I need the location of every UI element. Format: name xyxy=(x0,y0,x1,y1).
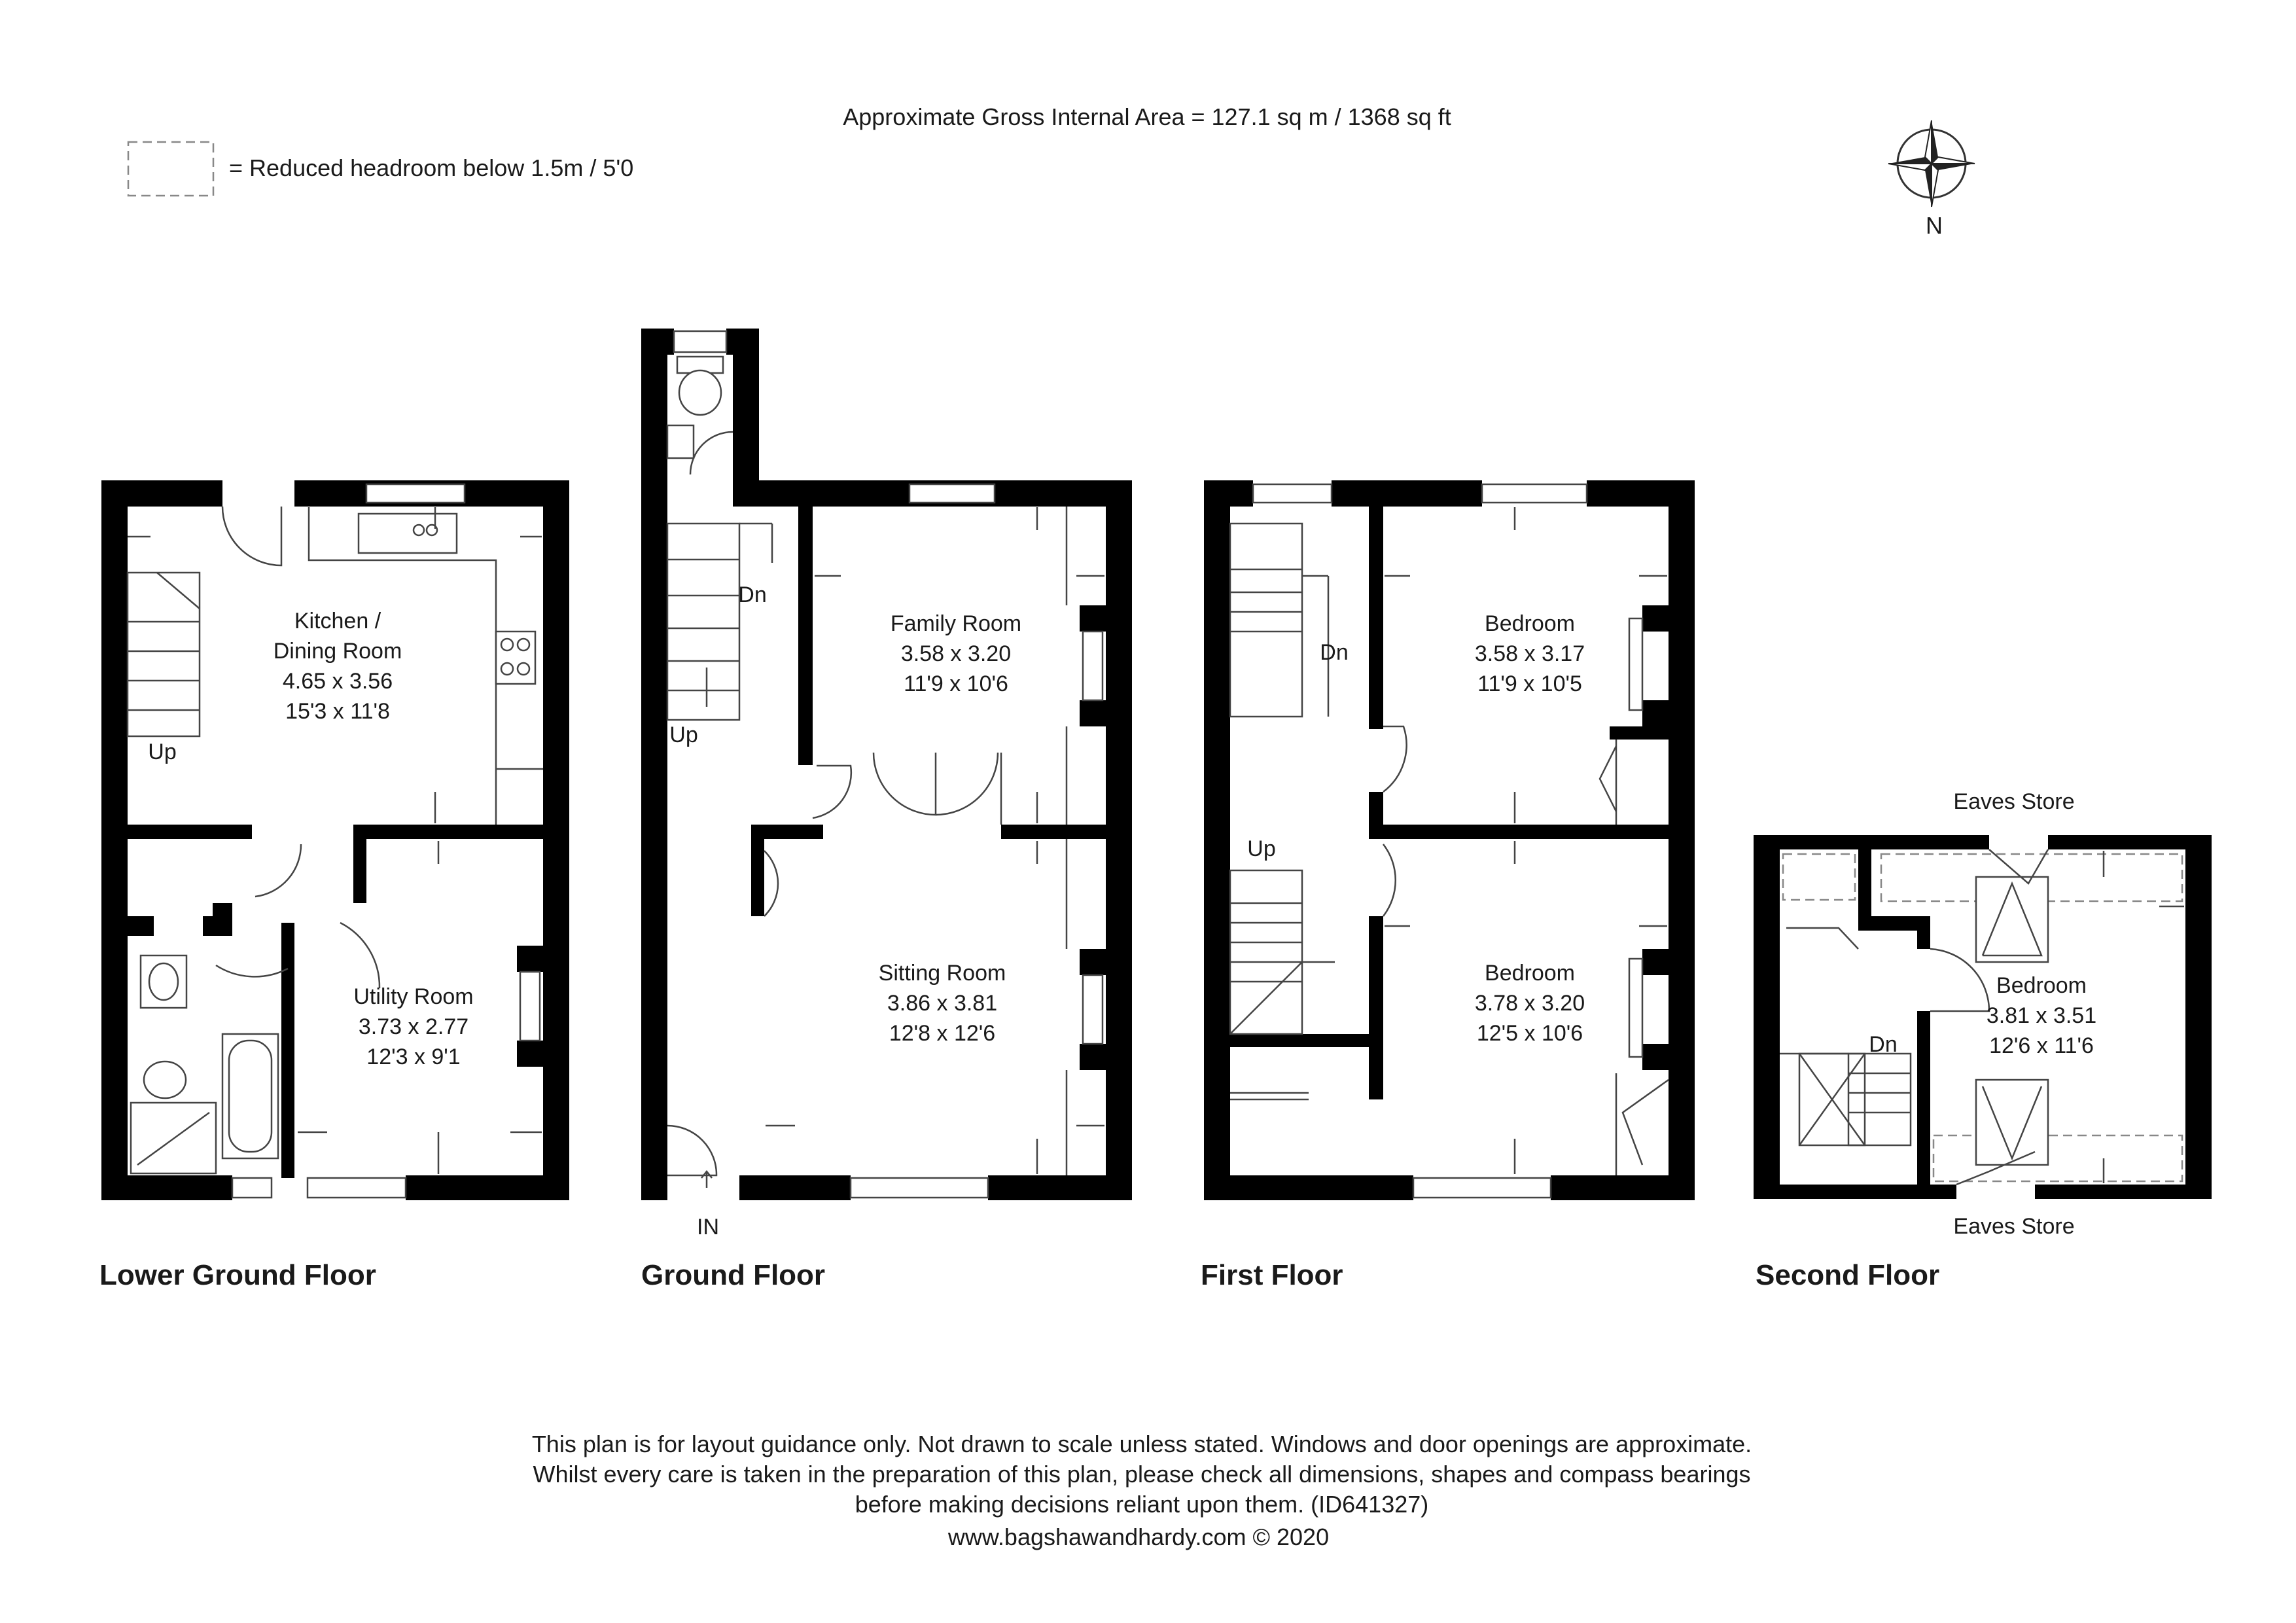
website-copyright: www.bagshawandhardy.com © 2020 xyxy=(947,1524,1330,1550)
second-floor-title: Second Floor xyxy=(1756,1259,1940,1291)
disclaimer-line-2: Whilst every care is taken in the preparation of this plan, please check all dimensions, shapes and compass bearings xyxy=(533,1461,1751,1488)
bedroom-front-metric-size: 3.58 x 3.17 xyxy=(1474,641,1585,666)
second-stairs-dn-label: Dn xyxy=(1869,1032,1898,1057)
kitchen-imperial-size: 15'3 x 11'8 xyxy=(285,699,390,724)
ground-stairs-dn-label: Dn xyxy=(738,582,767,607)
bedroom-front-imperial-size: 11'9 x 10'5 xyxy=(1477,671,1582,696)
ground-floor-plan xyxy=(641,329,1132,1240)
first-floor-plan xyxy=(1204,480,1695,1200)
disclaimer-line-1: This plan is for layout guidance only. Not drawn to scale unless stated. Windows and door openings are approximate. xyxy=(531,1431,1752,1457)
second-floor-plan xyxy=(1754,789,2212,1239)
ground-floor-title: Ground Floor xyxy=(641,1259,826,1291)
ground-stairs-up-label: Up xyxy=(669,722,698,747)
disclaimer-line-3: before making decisions reliant upon them. (ID641327) xyxy=(855,1491,1429,1518)
sitting-room-metric-size: 3.86 x 3.81 xyxy=(887,991,998,1016)
second-bedroom-imperial-size: 12'6 x 11'6 xyxy=(1989,1033,2094,1058)
lower-ground-floor-title: Lower Ground Floor xyxy=(99,1259,376,1291)
utility-metric-size: 3.73 x 2.77 xyxy=(358,1014,469,1039)
family-room-metric-size: 3.58 x 3.20 xyxy=(900,641,1012,666)
lower-stairs-up-label: Up xyxy=(148,740,177,764)
entrance-label: IN xyxy=(697,1215,719,1240)
utility-room-name: Utility Room xyxy=(353,984,474,1009)
compass-icon xyxy=(1888,120,1975,207)
bedroom-front-name: Bedroom xyxy=(1485,611,1575,636)
family-room-name: Family Room xyxy=(890,611,1022,636)
kitchen-name-line2: Dining Room xyxy=(273,639,402,664)
first-floor-title: First Floor xyxy=(1201,1259,1343,1291)
bedroom-rear-metric-size: 3.78 x 3.20 xyxy=(1474,991,1585,1016)
sitting-room-name: Sitting Room xyxy=(878,961,1006,986)
lower-ground-floor-plan xyxy=(101,480,569,1200)
reduced-headroom-legend-text: = Reduced headroom below 1.5m / 5'0 xyxy=(229,154,634,181)
eaves-store-bottom-label: Eaves Store xyxy=(1953,1214,2075,1239)
bedroom-rear-name: Bedroom xyxy=(1485,961,1575,986)
compass-north-label: N xyxy=(1926,212,1943,239)
first-stairs-up-label: Up xyxy=(1247,836,1276,861)
first-stairs-dn-label: Dn xyxy=(1320,640,1349,665)
bedroom-rear-imperial-size: 12'5 x 10'6 xyxy=(1476,1021,1583,1046)
reduced-headroom-legend-swatch xyxy=(128,142,213,196)
eaves-store-top-label: Eaves Store xyxy=(1953,789,2075,814)
family-room-imperial-size: 11'9 x 10'6 xyxy=(904,671,1008,696)
kitchen-metric-size: 4.65 x 3.56 xyxy=(282,669,393,694)
second-bedroom-name: Bedroom xyxy=(1996,973,2087,998)
kitchen-name-line1: Kitchen / xyxy=(294,609,381,633)
utility-imperial-size: 12'3 x 9'1 xyxy=(366,1044,461,1069)
sitting-room-imperial-size: 12'8 x 12'6 xyxy=(889,1021,996,1046)
second-bedroom-metric-size: 3.81 x 3.51 xyxy=(1986,1003,2097,1028)
gross-area-text: Approximate Gross Internal Area = 127.1 sq m / 1368 sq ft xyxy=(843,103,1451,130)
